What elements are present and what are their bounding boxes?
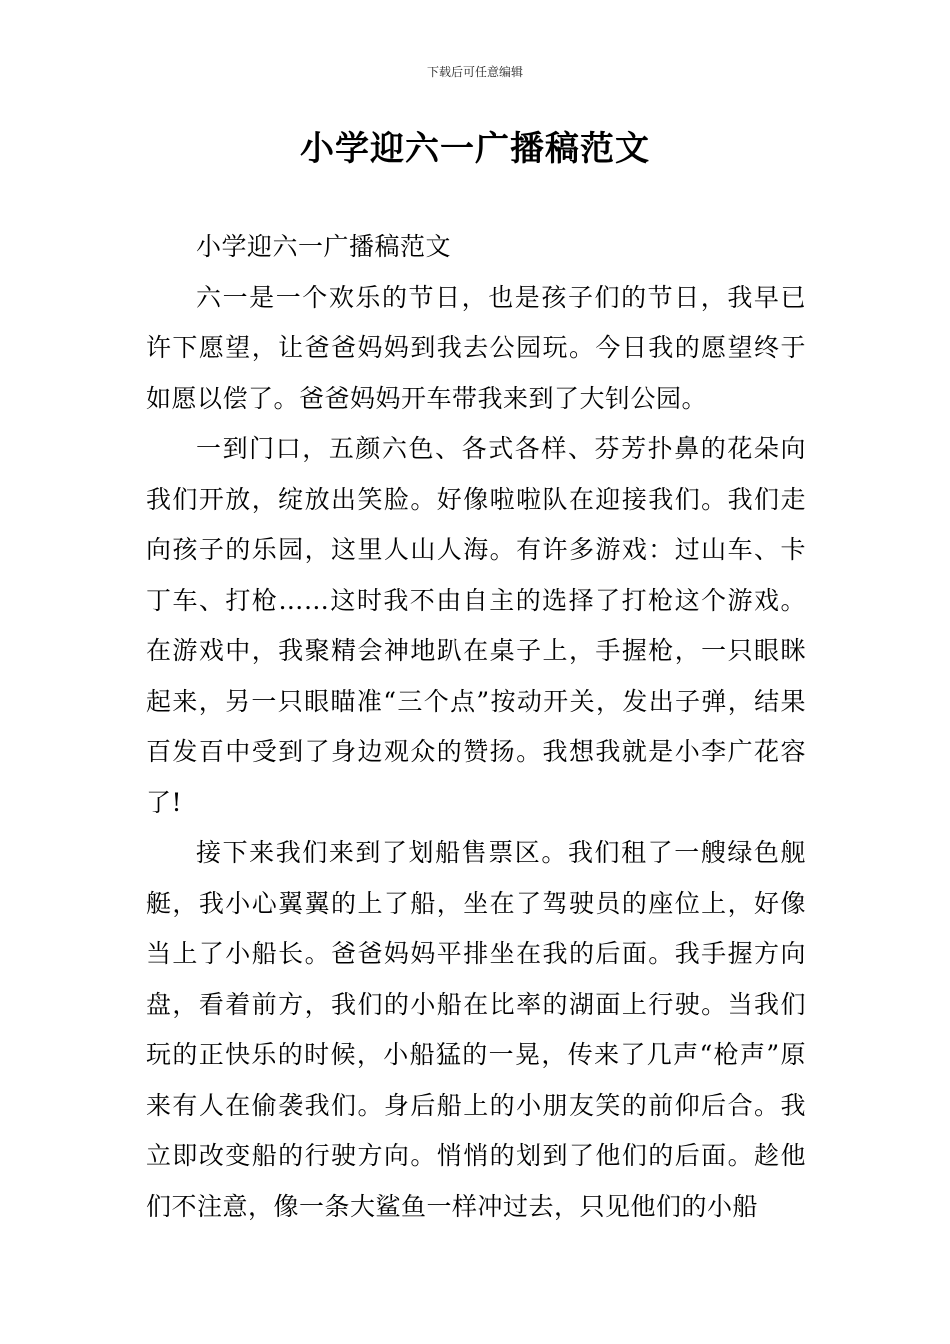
header-note: 下载后可任意编辑 [426, 65, 523, 79]
paragraph: 一到门口，五颜六色、各式各样、芬芳扑鼻的花朵向我们开放，绽放出笑脸。好像啦啦队在迎接我们。我们走向孩子的乐园，这里人山人海。有许多游戏：过山车、卡丁车、打枪……这时我不由自主的选择了打枪这个游戏。在游戏中，我聚精会神地趴在桌子上，手握枪，一只眼眯起来，另一只眼瞄准“三个点”按动开关，发出子弹，结果百发百中受到了身边观众的赞扬。我想我就是小李广花容了! [146, 434, 806, 817]
document-title: 小学迎六一广播稿范文 [300, 129, 650, 169]
paragraph-subtitle: 小学迎六一广播稿范文 [196, 232, 452, 261]
document-body [146, 222, 806, 1232]
paragraph: 六一是一个欢乐的节日，也是孩子们的节日，我早已许下愿望，让爸爸妈妈到我去公园玩。今日我的愿望终于如愿以偿了。爸爸妈妈开车带我来到了大钊公园。 [146, 282, 806, 413]
paragraph: 接下来我们来到了划船售票区。我们租了一艘绿色舰艇，我小心翼翼的上了船，坐在了驾驶员的座位上，好像当上了小船长。爸爸妈妈平排坐在我的后面。我手握方向盘，看着前方，我们的小船在比率的湖面上行驶。当我们玩的正快乐的时候，小船猛的一晃，传来了几声“枪声”原来有人在偷袭我们。身后船上的小朋友笑的前仰后合。我立即改变船的行驶方向。悄悄的划到了他们的后面。趁他们不注意，像一条大鲨鱼一样冲过去，只见他们的小船 [146, 838, 806, 1221]
